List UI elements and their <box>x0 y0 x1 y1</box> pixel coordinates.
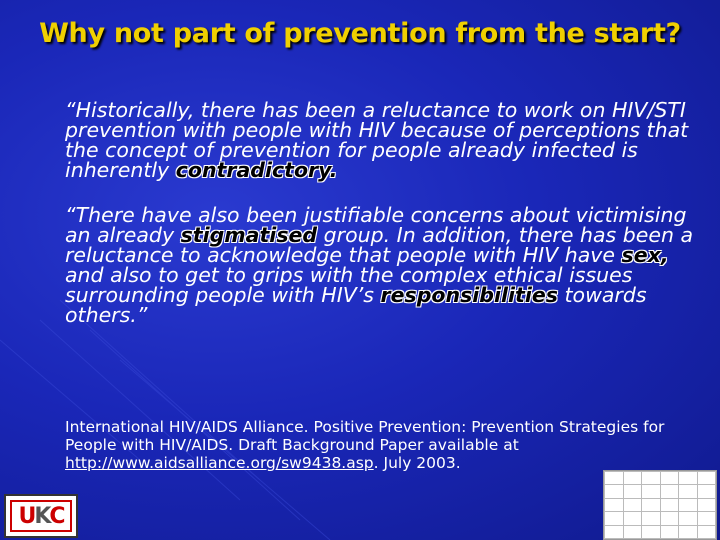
table-thumbnail-image <box>603 470 717 540</box>
emphasis-contradictory: contradictory. <box>175 158 338 182</box>
quote-concerns <box>65 205 695 325</box>
quote-concerns-part2: group. In addition, there has been a reluctance to acknowledge that people with HIV have <box>65 223 694 267</box>
quote-historical <box>65 100 695 180</box>
citation-link[interactable]: http://www.aidsalliance.org/sw9438.asp <box>65 454 374 472</box>
slide-title: Why not part of prevention from the start? <box>39 18 681 49</box>
quote-concerns-part3: and also to get to grips with the complex ethical issues surrounding people with HIV’s <box>65 263 633 307</box>
quote-concerns-part4: towards others.” <box>65 283 647 327</box>
quote-concerns-part1: “There have also been justifiable concerns about victimising an already <box>65 203 687 247</box>
citation-text: International HIV/AIDS Alliance. Positive Prevention: Prevention Strategies for People with HIV/AIDS. Draft Background Paper available at <box>65 418 665 454</box>
logo-letter-c: C <box>49 503 64 529</box>
logo-letter-k: K <box>34 503 50 529</box>
citation-suffix: . July 2003. <box>373 454 461 472</box>
emphasis-responsibilities: responsibilities <box>380 283 558 307</box>
ukc-logo-mark <box>10 500 72 532</box>
quote-historical-text: “Historically, there has been a reluctance to work on HIV/STI prevention with people with HIV because of perceptions that the concept of prevention for people already infected is inherently <box>65 98 689 182</box>
ukc-logo <box>4 494 78 538</box>
citation <box>65 418 690 472</box>
emphasis-stigmatised: stigmatised <box>180 223 318 247</box>
emphasis-sex: sex, <box>621 243 669 267</box>
logo-letter-u: U <box>18 503 35 529</box>
thumbnail-table <box>604 471 716 539</box>
